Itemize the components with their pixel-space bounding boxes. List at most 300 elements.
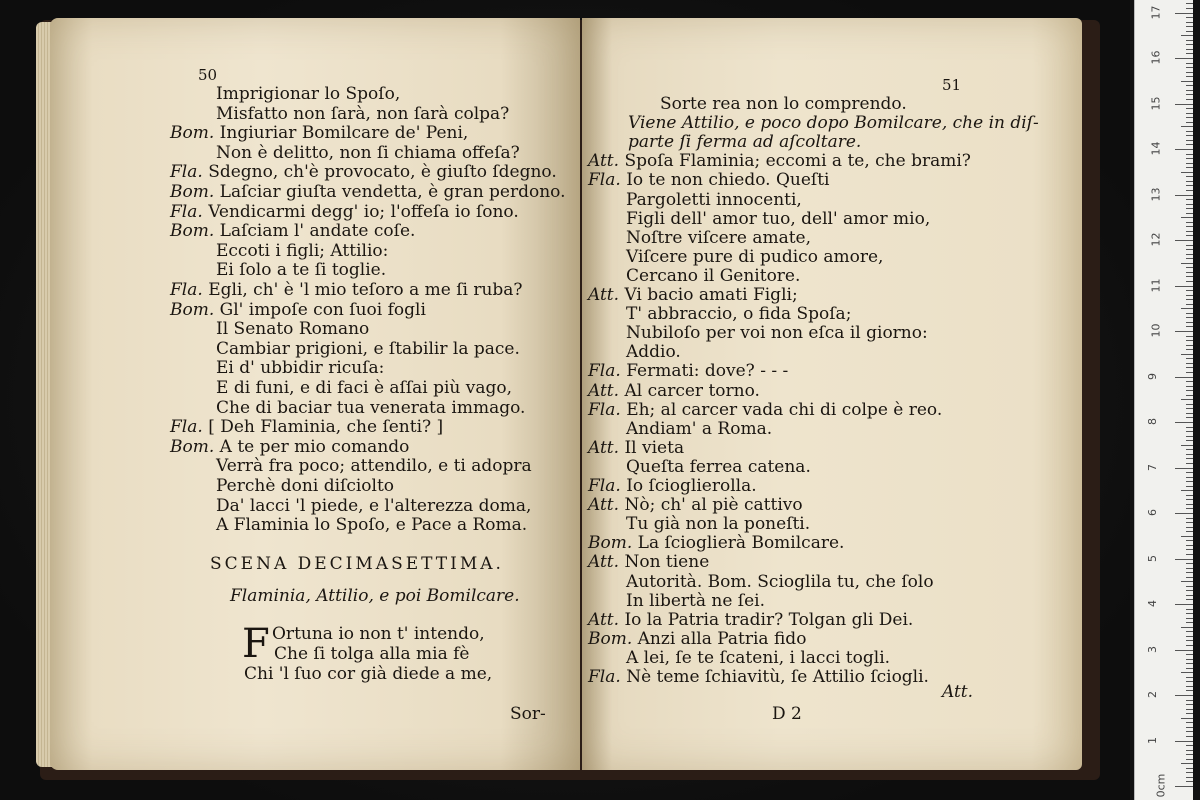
ruler-tick <box>1181 35 1193 36</box>
ruler-tick <box>1186 690 1193 691</box>
speaker-label: Fla. <box>170 417 209 438</box>
ruler-tick <box>1186 222 1193 223</box>
ruler-tick <box>1186 31 1193 32</box>
ruler-number: 14 <box>1149 141 1163 156</box>
speaker-label: Att. <box>588 495 625 516</box>
line-text: Nè teme ſchiavitù, ſe Attilio ſciogli. <box>626 667 929 687</box>
line-text: Il Senato Romano <box>216 319 370 340</box>
ruler-tick <box>1175 58 1193 59</box>
ruler-tick <box>1186 94 1193 95</box>
ruler-tick <box>1186 76 1193 77</box>
ruler-tick <box>1186 226 1193 227</box>
text-line <box>626 304 851 324</box>
ruler-tick <box>1175 559 1193 560</box>
ruler-tick <box>1186 549 1193 550</box>
ruler-tick <box>1186 204 1193 205</box>
ruler-tick <box>1186 772 1193 773</box>
ruler-tick <box>1186 358 1193 359</box>
ruler-tick <box>1186 472 1193 473</box>
ruler-tick <box>1186 454 1193 455</box>
ruler-tick <box>1186 540 1193 541</box>
text-line <box>216 476 394 496</box>
ruler-tick <box>1186 777 1193 778</box>
line-text: Laſciar giuſta vendetta, è gran perdono. <box>219 182 566 202</box>
ruler-tick <box>1186 213 1193 214</box>
ruler-tick <box>1175 286 1193 287</box>
ruler-tick <box>1186 495 1193 496</box>
text-line <box>170 280 523 300</box>
ruler-number: 10 <box>1149 323 1163 338</box>
ruler-tick <box>1175 786 1193 787</box>
ruler-tick <box>1186 281 1193 282</box>
ruler-tick <box>1186 722 1193 723</box>
ruler-tick <box>1186 663 1193 664</box>
text-line <box>216 143 520 163</box>
ruler-tick <box>1186 90 1193 91</box>
text-line <box>216 104 509 124</box>
ruler-tick <box>1186 208 1193 209</box>
ruler-tick <box>1181 581 1193 582</box>
ruler-tick <box>1186 395 1193 396</box>
ruler-tick <box>1181 627 1193 628</box>
ruler-tick <box>1186 249 1193 250</box>
ruler-tick <box>1175 331 1193 332</box>
ruler-tick <box>1186 85 1193 86</box>
signature-mark: D 2 <box>772 704 802 724</box>
ruler-tick <box>1186 731 1193 732</box>
ruler-tick <box>1186 458 1193 459</box>
line-text: T' abbraccio, o fida Spoſa; <box>626 304 852 325</box>
line-text: Non tiene <box>624 552 710 573</box>
line-text: Imprigionar lo Spoſo, <box>216 84 401 104</box>
text-line <box>588 495 803 515</box>
ruler-tick <box>1186 531 1193 532</box>
text-line <box>588 533 844 553</box>
ruler-number: 8 <box>1146 418 1159 425</box>
text-line <box>170 182 566 202</box>
text-line <box>588 285 798 305</box>
ruler-tick <box>1175 104 1193 105</box>
speaker-label: Bom. <box>170 182 220 202</box>
ruler-tick <box>1181 308 1193 309</box>
ruler-tick <box>1181 718 1193 719</box>
ruler-number: 4 <box>1146 600 1159 607</box>
speaker-label: Fla. <box>588 399 627 420</box>
ruler-number: 0cm <box>1154 773 1168 798</box>
speaker-label: Fla. <box>170 201 209 222</box>
ruler-tick <box>1186 572 1193 573</box>
line-text: Non è delitto, non ſi chiama offeſa? <box>216 142 520 163</box>
line-text: Verrà fra poco; attendilo, e ti adopra <box>216 456 532 477</box>
ruler-tick <box>1186 367 1193 368</box>
ruler-tick <box>1175 650 1193 651</box>
ruler-tick <box>1186 199 1193 200</box>
text-line <box>216 241 388 261</box>
ruler-tick <box>1186 486 1193 487</box>
ruler-tick <box>1186 677 1193 678</box>
ruler-tick <box>1181 490 1193 491</box>
ruler-tick <box>1186 613 1193 614</box>
ruler-tick <box>1186 272 1193 273</box>
ruler-tick <box>1186 636 1193 637</box>
text-line <box>216 398 525 418</box>
ruler-number: 6 <box>1146 509 1159 516</box>
ruler-number: 7 <box>1146 463 1159 471</box>
ruler-tick <box>1186 700 1193 701</box>
ruler-tick <box>1186 768 1193 769</box>
ruler-tick <box>1186 417 1193 418</box>
ruler-tick <box>1175 513 1193 514</box>
ruler-tick <box>1186 713 1193 714</box>
ruler-tick <box>1186 518 1193 519</box>
ruler-tick <box>1186 349 1193 350</box>
speaker-label: Bom. <box>170 436 220 457</box>
ruler-tick <box>1181 263 1193 264</box>
text-line <box>626 228 811 248</box>
ruler-tick <box>1186 167 1193 168</box>
catchword-right: Att. <box>942 682 974 702</box>
text-line <box>170 300 426 320</box>
page-number-left: 50 <box>198 66 218 84</box>
ruler-tick <box>1186 745 1193 746</box>
ruler-tick <box>1186 163 1193 164</box>
line-text: Cercano il Genitore. <box>626 265 801 286</box>
text-line <box>588 438 684 458</box>
speaker-label: Bom. <box>170 123 220 144</box>
line-text: Anzi alla Patria fido <box>637 628 807 649</box>
ruler-number: 3 <box>1146 645 1159 653</box>
line-text: Fermati: dove? - - - <box>626 361 789 382</box>
line-text: Ei d' ubbidir ricuſa: <box>216 358 385 379</box>
ruler-tick <box>1186 736 1193 737</box>
line-text: Sorte rea non lo comprendo. <box>660 94 907 114</box>
line-text: Laſciam l' andate coſe. <box>219 221 416 242</box>
text-line <box>588 610 913 630</box>
text-line <box>588 552 709 572</box>
ruler-tick <box>1186 17 1193 18</box>
ruler-tick <box>1186 499 1193 500</box>
ruler-tick <box>1186 704 1193 705</box>
line-text: Al carcer torno. <box>624 380 760 401</box>
ruler-tick <box>1181 172 1193 173</box>
ruler-tick <box>1186 522 1193 523</box>
text-line <box>588 361 788 381</box>
ruler-tick <box>1186 154 1193 155</box>
ruler-tick <box>1175 422 1193 423</box>
ruler-tick <box>1175 468 1193 469</box>
line-text: Addio. <box>626 342 681 363</box>
ruler-tick <box>1186 654 1193 655</box>
ruler-tick <box>1181 672 1193 673</box>
ruler-number: 16 <box>1149 50 1163 65</box>
line-text: Vi bacio amati Figli; <box>624 285 798 305</box>
text-line <box>216 339 520 359</box>
ruler-tick <box>1186 431 1193 432</box>
text-line <box>588 400 942 420</box>
ruler-tick <box>1186 645 1193 646</box>
ruler-tick <box>1186 363 1193 364</box>
speaker-label: Bom. <box>170 221 220 242</box>
ruler-tick <box>1186 668 1193 669</box>
text-line <box>170 417 443 437</box>
ruler-tick <box>1186 49 1193 50</box>
ruler-tick <box>1186 477 1193 478</box>
speaker-label: Att. <box>588 151 625 172</box>
line-text: Queſta ferrea catena. <box>626 456 811 477</box>
line-text: Da' lacci 'l piede, e l'alterezza doma, <box>216 495 532 516</box>
ruler-tick <box>1175 149 1193 150</box>
ruler-number: 15 <box>1149 96 1163 110</box>
ruler-tick <box>1175 695 1193 696</box>
speaker-label: Fla. <box>170 162 209 183</box>
speaker-label: Bom. <box>170 299 220 320</box>
line-text: Io te non chiedo. Queſti <box>626 170 830 191</box>
text-line <box>626 591 765 611</box>
line-text: Nò; ch' al piè cattivo <box>624 495 803 516</box>
ruler-tick <box>1186 631 1193 632</box>
ruler-tick <box>1186 440 1193 441</box>
line-text: Eccoti i figli; Attilio: <box>216 240 389 261</box>
line-text: Viene Attilio, e poco dopo Bomilcare, che in diſ- <box>628 113 1039 134</box>
line-text: Io la Patria tradir? Tolgan gli Dei. <box>624 609 914 630</box>
line-text: Vendicarmi degg' io; l'offeſa io ſono. <box>208 201 519 222</box>
ruler-number: 1 <box>1146 736 1159 744</box>
ruler-tick <box>1186 340 1193 341</box>
ruler-tick <box>1186 599 1193 600</box>
right-page <box>582 18 1082 770</box>
drop-cap: F <box>242 621 270 667</box>
ruler-tick <box>1186 508 1193 509</box>
line-text: Andiam' a Roma. <box>626 418 773 439</box>
ruler-tick <box>1186 345 1193 346</box>
ruler-tick <box>1186 563 1193 564</box>
ruler-tick <box>1186 463 1193 464</box>
measuring-ruler <box>1134 0 1193 800</box>
speaker-label: Att. <box>588 380 625 401</box>
ruler-tick <box>1186 135 1193 136</box>
text-line <box>626 514 810 534</box>
line-text: Ei ſolo a te ſi toglie. <box>216 260 387 281</box>
text-line <box>170 123 468 143</box>
ruler-tick <box>1181 81 1193 82</box>
line-text: Io ſcioglierolla. <box>626 476 757 496</box>
ruler-tick <box>1186 622 1193 623</box>
ruler-tick <box>1186 317 1193 318</box>
ruler-tick <box>1186 686 1193 687</box>
text-line <box>588 170 829 190</box>
ruler-tick <box>1186 299 1193 300</box>
ruler-tick <box>1186 245 1193 246</box>
text-line <box>216 358 384 378</box>
text-line <box>216 456 532 476</box>
speaker-label: Fla. <box>588 476 627 496</box>
ruler-tick <box>1175 604 1193 605</box>
line-text: E di funi, e di faci è aſſai più vago, <box>216 378 513 398</box>
text-line <box>626 457 811 477</box>
ruler-tick <box>1186 144 1193 145</box>
verse-line: Ortuna io non t' intendo, <box>272 624 485 644</box>
ruler-tick <box>1186 754 1193 755</box>
ruler-tick <box>1186 276 1193 277</box>
ruler-tick <box>1186 53 1193 54</box>
ruler-tick <box>1181 763 1193 764</box>
ruler-tick <box>1175 240 1193 241</box>
ruler-tick <box>1186 404 1193 405</box>
text-line <box>626 419 772 439</box>
text-line <box>588 381 760 401</box>
ruler-tick <box>1186 131 1193 132</box>
ruler-tick <box>1186 313 1193 314</box>
ruler-tick <box>1186 40 1193 41</box>
text-line <box>588 476 757 496</box>
ruler-tick <box>1186 568 1193 569</box>
ruler-tick <box>1181 354 1193 355</box>
ruler-number: 11 <box>1149 278 1163 292</box>
line-text: Cambiar prigioni, e ſtabilir la pace. <box>216 338 520 359</box>
ruler-number: 13 <box>1149 187 1163 201</box>
ruler-tick <box>1186 577 1193 578</box>
line-text: Perchè doni diſciolto <box>216 476 395 496</box>
ruler-tick <box>1186 545 1193 546</box>
ruler-tick <box>1186 290 1193 291</box>
ruler-tick <box>1175 195 1193 196</box>
ruler-tick <box>1186 436 1193 437</box>
line-text: Misfatto non ſarà, non ſarà colpa? <box>216 103 510 124</box>
text-line <box>628 113 1039 133</box>
text-line <box>170 202 519 222</box>
ruler-tick <box>1181 445 1193 446</box>
ruler-tick <box>1186 3 1193 4</box>
text-line <box>626 648 890 668</box>
ruler-tick <box>1181 399 1193 400</box>
text-line <box>660 94 907 114</box>
text-line <box>626 190 802 210</box>
scene-title: SCENA DECIMASETTIMA. <box>210 554 504 574</box>
ruler-tick <box>1186 122 1193 123</box>
line-text: Spoſa Flaminia; eccomi a te, che brami? <box>624 151 971 172</box>
ruler-tick <box>1186 413 1193 414</box>
ruler-tick <box>1186 586 1193 587</box>
ruler-tick <box>1186 381 1193 382</box>
ruler-tick <box>1186 108 1193 109</box>
text-line <box>216 319 369 339</box>
ruler-tick <box>1186 8 1193 9</box>
ruler-tick <box>1186 609 1193 610</box>
ruler-tick <box>1186 390 1193 391</box>
ruler-tick <box>1186 231 1193 232</box>
scene-subtitle: Flaminia, Attilio, e poi Bomilcare. <box>230 586 520 606</box>
ruler-tick <box>1186 304 1193 305</box>
line-text: Egli, ch' è 'l mio teſoro a me ſi ruba? <box>208 280 523 300</box>
ruler-tick <box>1186 640 1193 641</box>
speaker-label: Fla. <box>170 280 209 300</box>
text-line <box>626 572 934 592</box>
ruler-tick <box>1186 386 1193 387</box>
text-line <box>626 209 930 229</box>
ruler-tick <box>1186 258 1193 259</box>
ruler-tick <box>1186 449 1193 450</box>
ruler-tick <box>1186 158 1193 159</box>
line-text: Nubiloſo per voi non eſca il giorno: <box>626 323 928 344</box>
line-text: Ingiuriar Bomilcare de' Peni, <box>219 123 469 144</box>
text-line <box>170 437 409 457</box>
ruler-tick <box>1175 741 1193 742</box>
line-text: Noſtre viſcere amate, <box>626 227 812 248</box>
ruler-tick <box>1186 781 1193 782</box>
text-line <box>216 84 400 104</box>
ruler-tick <box>1186 427 1193 428</box>
ruler-tick <box>1186 185 1193 186</box>
speaker-label: Att. <box>588 609 625 630</box>
text-line <box>216 496 531 516</box>
ruler-tick <box>1175 13 1193 14</box>
ruler-tick <box>1186 44 1193 45</box>
ruler-tick <box>1186 117 1193 118</box>
line-text: Pargoletti innocenti, <box>626 189 802 210</box>
text-line <box>588 629 806 649</box>
ruler-tick <box>1186 759 1193 760</box>
ruler-tick <box>1186 140 1193 141</box>
speaker-label: Fla. <box>588 361 627 382</box>
page-number-right: 51 <box>942 76 962 94</box>
verse-line: Che ſi tolga alla mia fè <box>274 644 470 664</box>
ruler-tick <box>1186 295 1193 296</box>
ruler-tick <box>1186 190 1193 191</box>
ruler-tick <box>1186 408 1193 409</box>
line-text: Che di baciar tua venerata immago. <box>216 397 526 418</box>
speaker-label: Bom. <box>588 628 638 649</box>
speaker-label: Fla. <box>588 667 627 687</box>
speaker-label: Att. <box>588 552 625 573</box>
ruler-tick <box>1186 372 1193 373</box>
line-text: Gl' impoſe con ſuoi fogli <box>219 299 426 320</box>
ruler-tick <box>1186 595 1193 596</box>
ruler-tick <box>1186 22 1193 23</box>
line-text: Tu già non la poneſti. <box>626 514 811 535</box>
ruler-tick <box>1186 26 1193 27</box>
speaker-label: Att. <box>588 437 625 458</box>
ruler-tick <box>1186 72 1193 73</box>
ruler-tick <box>1186 618 1193 619</box>
ruler-tick <box>1186 322 1193 323</box>
line-text: Eh; al carcer vada chi di colpe è reo. <box>626 399 943 420</box>
line-text: In libertà ne ſei. <box>626 590 765 611</box>
ruler-tick <box>1186 709 1193 710</box>
ruler-tick <box>1186 235 1193 236</box>
text-line <box>216 260 386 280</box>
text-line <box>216 515 527 535</box>
ruler-tick <box>1186 267 1193 268</box>
text-line <box>588 667 929 687</box>
ruler-tick <box>1186 326 1193 327</box>
verse-line: Chi 'l ſuo cor già diede a me, <box>244 664 493 684</box>
ruler-tick <box>1186 481 1193 482</box>
ruler-tick <box>1181 126 1193 127</box>
ruler-tick <box>1181 217 1193 218</box>
line-text: A Flaminia lo Spoſo, e Pace a Roma. <box>216 515 528 536</box>
ruler-number: 5 <box>1146 554 1159 562</box>
catchword-left: Sor- <box>510 704 546 724</box>
speaker-label: Att. <box>588 285 625 305</box>
ruler-tick <box>1186 113 1193 114</box>
ruler-number: 12 <box>1149 232 1163 247</box>
ruler-tick <box>1186 254 1193 255</box>
line-text: Il vieta <box>624 437 685 458</box>
ruler-tick <box>1186 504 1193 505</box>
text-line <box>170 221 415 241</box>
ruler-tick <box>1186 750 1193 751</box>
text-line <box>216 378 512 398</box>
